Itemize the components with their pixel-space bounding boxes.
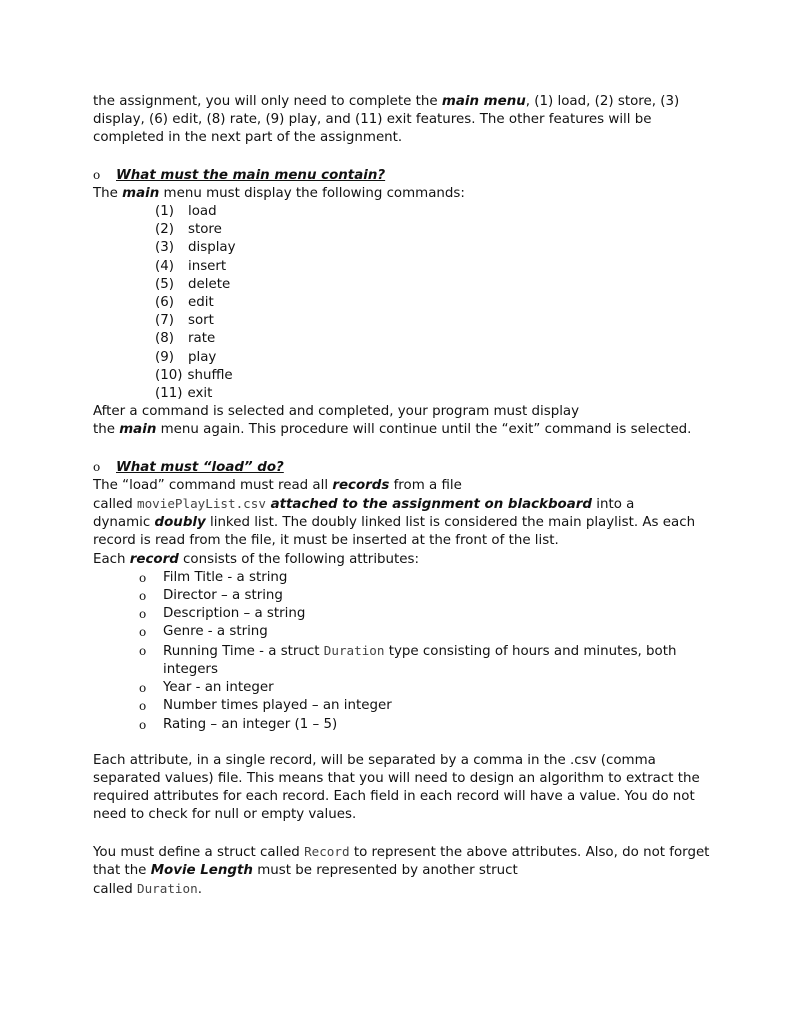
- load-called-text: called: [93, 497, 138, 513]
- document-page: [93, 93, 713, 899]
- attribute-item: [139, 697, 713, 715]
- intro-text-2: , (1) load, (2) store, (3) display, (6) edit, (8) rate, (9) play, and (11) exit features. The other features will be completed in the next part of the assignment.: [93, 94, 680, 146]
- load-line-1: [93, 477, 713, 495]
- command-item: [155, 276, 713, 294]
- attribute-list: [93, 569, 713, 734]
- menu-intro-main: main: [122, 185, 160, 201]
- command-label: display: [188, 240, 236, 256]
- record-intro-b: consists of the following attributes:: [178, 551, 419, 567]
- command-label: play: [188, 349, 217, 365]
- command-item: [155, 349, 713, 367]
- attribute-item: [139, 679, 713, 697]
- csv-paragraph: Each attribute, in a single record, will be separated by a comma in the .csv (comma separated values) file. This means that you will need to design an algorithm to extract the required attributes for each record. Each field in each record will have a value. You do not need to check for null or empty values.: [93, 752, 700, 823]
- command-number: (3): [155, 240, 174, 256]
- hollow-bullet-icon: o: [139, 607, 147, 622]
- hollow-bullet-icon: o: [139, 570, 147, 585]
- command-item: [155, 367, 713, 385]
- load-paragraph-3: [93, 514, 713, 550]
- hollow-bullet-icon: o: [139, 625, 147, 640]
- hollow-bullet-icon: o: [139, 699, 147, 714]
- attached-emphasis: attached to the assignment on blackboard: [265, 497, 592, 513]
- attribute-item: [139, 569, 713, 587]
- load-question-text: What must “load” do?: [116, 459, 284, 475]
- command-number: (5): [155, 276, 174, 292]
- intro-paragraph: [93, 93, 713, 148]
- running-time-b: type consisting of hours and minutes, both integers: [163, 643, 677, 677]
- command-item: [155, 294, 713, 312]
- menu-again-paragraph: [93, 421, 713, 439]
- hollow-bullet-icon: o: [139, 589, 147, 604]
- command-label: exit: [187, 386, 213, 402]
- command-label: edit: [188, 295, 214, 311]
- record-attributes-intro: [93, 551, 713, 569]
- attribute-text: Year - an integer: [163, 680, 274, 696]
- csv-filename: moviePlayList.csv: [137, 496, 266, 512]
- struct-text-c: must be represented by another struct: [252, 862, 518, 878]
- command-label: store: [188, 222, 222, 238]
- command-label: load: [188, 204, 217, 220]
- attribute-item: [139, 716, 713, 734]
- each-text: Each: [93, 551, 130, 567]
- load-paragraph-3-b: linked list. The doubly linked list is considered the main playlist. As each record is read from the file, it must be inserted at the front of the list.: [93, 515, 696, 549]
- command-label: sort: [188, 313, 214, 329]
- doubly-emphasis: doubly: [154, 515, 206, 531]
- attribute-item: [139, 587, 713, 605]
- record-emphasis: record: [129, 551, 179, 567]
- attribute-text: Rating – an integer (1 – 5): [163, 716, 338, 732]
- command-number: (2): [155, 222, 174, 238]
- command-number: (6): [155, 295, 174, 311]
- intro-main-menu-emphasis: main menu: [441, 94, 526, 109]
- command-label: rate: [188, 331, 216, 347]
- load-dynamic-text: dynamic: [93, 515, 155, 531]
- menu-again-pre: the: [93, 422, 120, 438]
- struct-called-line: [93, 880, 713, 899]
- struct-text-b: to represent the above attributes. Also, do not forget that the: [93, 844, 710, 878]
- menu-intro-post: menu must display the following commands:: [159, 185, 465, 201]
- hollow-bullet-icon: o: [139, 681, 147, 696]
- load-line-2: [93, 495, 713, 514]
- struct-period: .: [197, 881, 202, 897]
- attribute-text: [163, 642, 713, 679]
- attribute-item: [139, 623, 713, 641]
- movie-length-emphasis: Movie Length: [150, 862, 253, 878]
- command-number: (11): [155, 386, 183, 402]
- hollow-bullet-icon: o: [93, 167, 101, 182]
- load-line-2-b: into a: [591, 497, 635, 513]
- load-records-emphasis: records: [332, 477, 390, 493]
- command-number: (10): [155, 367, 183, 383]
- intro-text-1: the assignment, you will only need to complete the: [93, 94, 442, 109]
- command-item: [155, 203, 713, 221]
- command-item: [155, 312, 713, 330]
- menu-again-post: menu again. This procedure will continue until the “exit” command is selected.: [156, 422, 692, 438]
- hollow-bullet-icon: o: [139, 717, 147, 732]
- command-label: delete: [188, 276, 231, 292]
- attribute-text: Number times played – an integer: [163, 698, 392, 714]
- struct-paragraph: [93, 843, 713, 880]
- command-item: [155, 385, 713, 403]
- command-item: [155, 258, 713, 276]
- attribute-text: Description – a string: [163, 606, 306, 622]
- menu-intro-line: [93, 185, 713, 203]
- menu-question-heading: [93, 166, 713, 185]
- struct-text-a: You must define a struct called: [93, 844, 305, 860]
- duration-code: Duration: [323, 642, 385, 658]
- attribute-text: Director – a string: [163, 588, 283, 604]
- command-number: (1): [155, 204, 174, 220]
- attribute-item-running-time: [139, 642, 713, 679]
- menu-question-text: What must the main menu contain?: [116, 167, 386, 183]
- command-label: insert: [188, 258, 227, 274]
- load-line-1-b: from a file: [389, 477, 462, 493]
- load-question-heading: [93, 458, 713, 477]
- attribute-item: [139, 605, 713, 623]
- command-label: shuffle: [187, 367, 233, 383]
- command-item: [155, 239, 713, 257]
- struct-called-text: called: [93, 881, 138, 897]
- command-item: [155, 221, 713, 239]
- duration-code-2: Duration: [137, 880, 198, 896]
- load-line-1-a: The “load” command must read all: [93, 477, 333, 493]
- menu-intro-pre: The: [93, 185, 123, 201]
- command-item: [155, 330, 713, 348]
- running-time-a: Running Time - a struct: [163, 643, 324, 659]
- attribute-text: Genre - a string: [163, 624, 268, 640]
- command-number: (8): [155, 331, 174, 347]
- attribute-text: Film Title - a string: [163, 569, 288, 585]
- command-list: [93, 203, 713, 403]
- record-code: Record: [304, 843, 350, 859]
- command-number: (4): [155, 258, 174, 274]
- command-number: (9): [155, 349, 174, 365]
- command-number: (7): [155, 313, 174, 329]
- hollow-bullet-icon: o: [139, 643, 147, 658]
- hollow-bullet-icon: o: [93, 459, 101, 474]
- menu-again-main: main: [119, 422, 157, 438]
- after-command-line: After a command is selected and completed, your program must display: [93, 404, 580, 420]
